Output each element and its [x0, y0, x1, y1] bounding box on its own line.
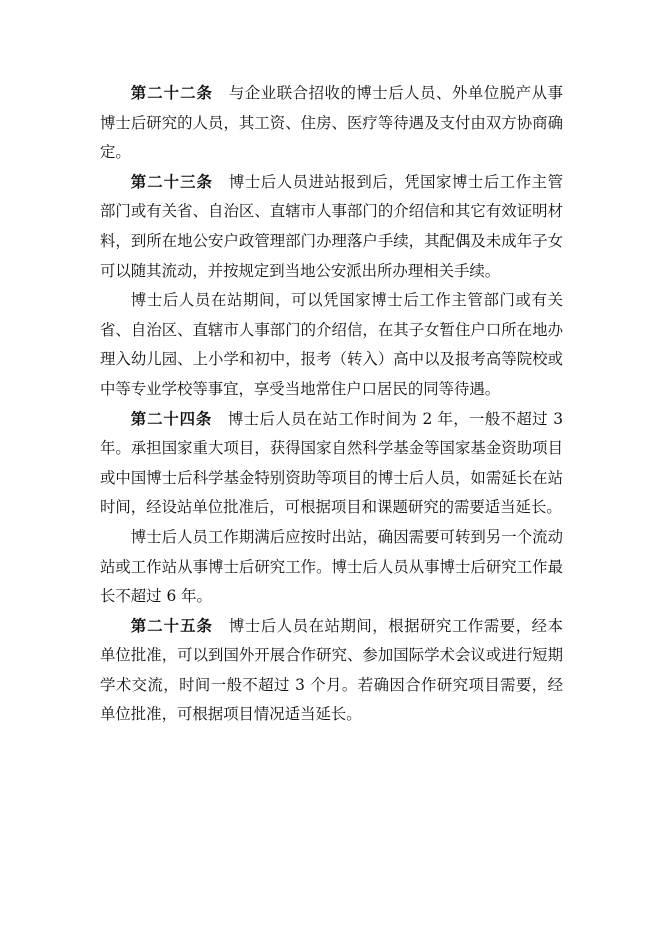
document-body	[100, 79, 563, 730]
paragraph-text: 博士后人员在站期间，根据研究工作需要，经本单位批准，可以到国外开展合作研究、参加国际学术会议或进行短期学术交流，时间一般不超过 3 个月。若确因合作研究项目需要，经单位批准，可根据项目情况适当延长。	[100, 616, 563, 724]
article-number: 第二十五条	[130, 616, 213, 635]
paragraph-text: 与企业联合招收的博士后人员、外单位脱产从事博士后研究的人员，其工资、住房、医疗等待遇及支付由双方协商确定。	[100, 84, 563, 162]
paragraph-text: 博士后人员工作期满后应按时出站，确因需要可转到另一个流动站或工作站从事博士后研究工作。博士后人员从事博士后研究工作最长不超过 6 年。	[100, 527, 563, 606]
article-number: 第二十二条	[130, 84, 213, 102]
paragraph-text: 博士后人员在站期间，可以凭国家博士后工作主管部门或有关省、自治区、直辖市人事部门的介绍信，在其子女暂住户口所在地办理入幼儿园、上小学和初中，报考（转入）高中以及报考高等院校或中等专业学校等事宜，享受当地常住户口居民的同等待遇。	[100, 291, 563, 398]
article-number: 第二十三条	[130, 172, 213, 191]
paragraph-text: 博士后人员在站工作时间为 2 年，一般不超过 3 年。承担国家重大项目，获得国家自然科学基金等国家基金资助项目或中国博士后科学基金特别资助等项目的博士后人员，如需延长在站时间，经设站单位批准后，可根据项目和课题研究的需要适当延长。	[100, 409, 563, 517]
paragraph-text: 博士后人员进站报到后，凭国家博士后工作主管部门或有关省、自治区、直辖市人事部门的介绍信和其它有效证明材料，到所在地公安户政管理部门办理落户手续，其配偶及未成年子女可以随其流动，并按规定到当地公安派出所办理相关手续。	[100, 172, 563, 280]
paragraph-article-23	[100, 168, 563, 286]
paragraph-article-25	[100, 612, 563, 730]
paragraph-article-24	[100, 405, 563, 523]
paragraph-article-24-cont	[100, 523, 563, 612]
article-number: 第二十四条	[130, 409, 213, 428]
paragraph-article-23-cont	[100, 286, 563, 404]
paragraph-article-22	[100, 79, 563, 168]
